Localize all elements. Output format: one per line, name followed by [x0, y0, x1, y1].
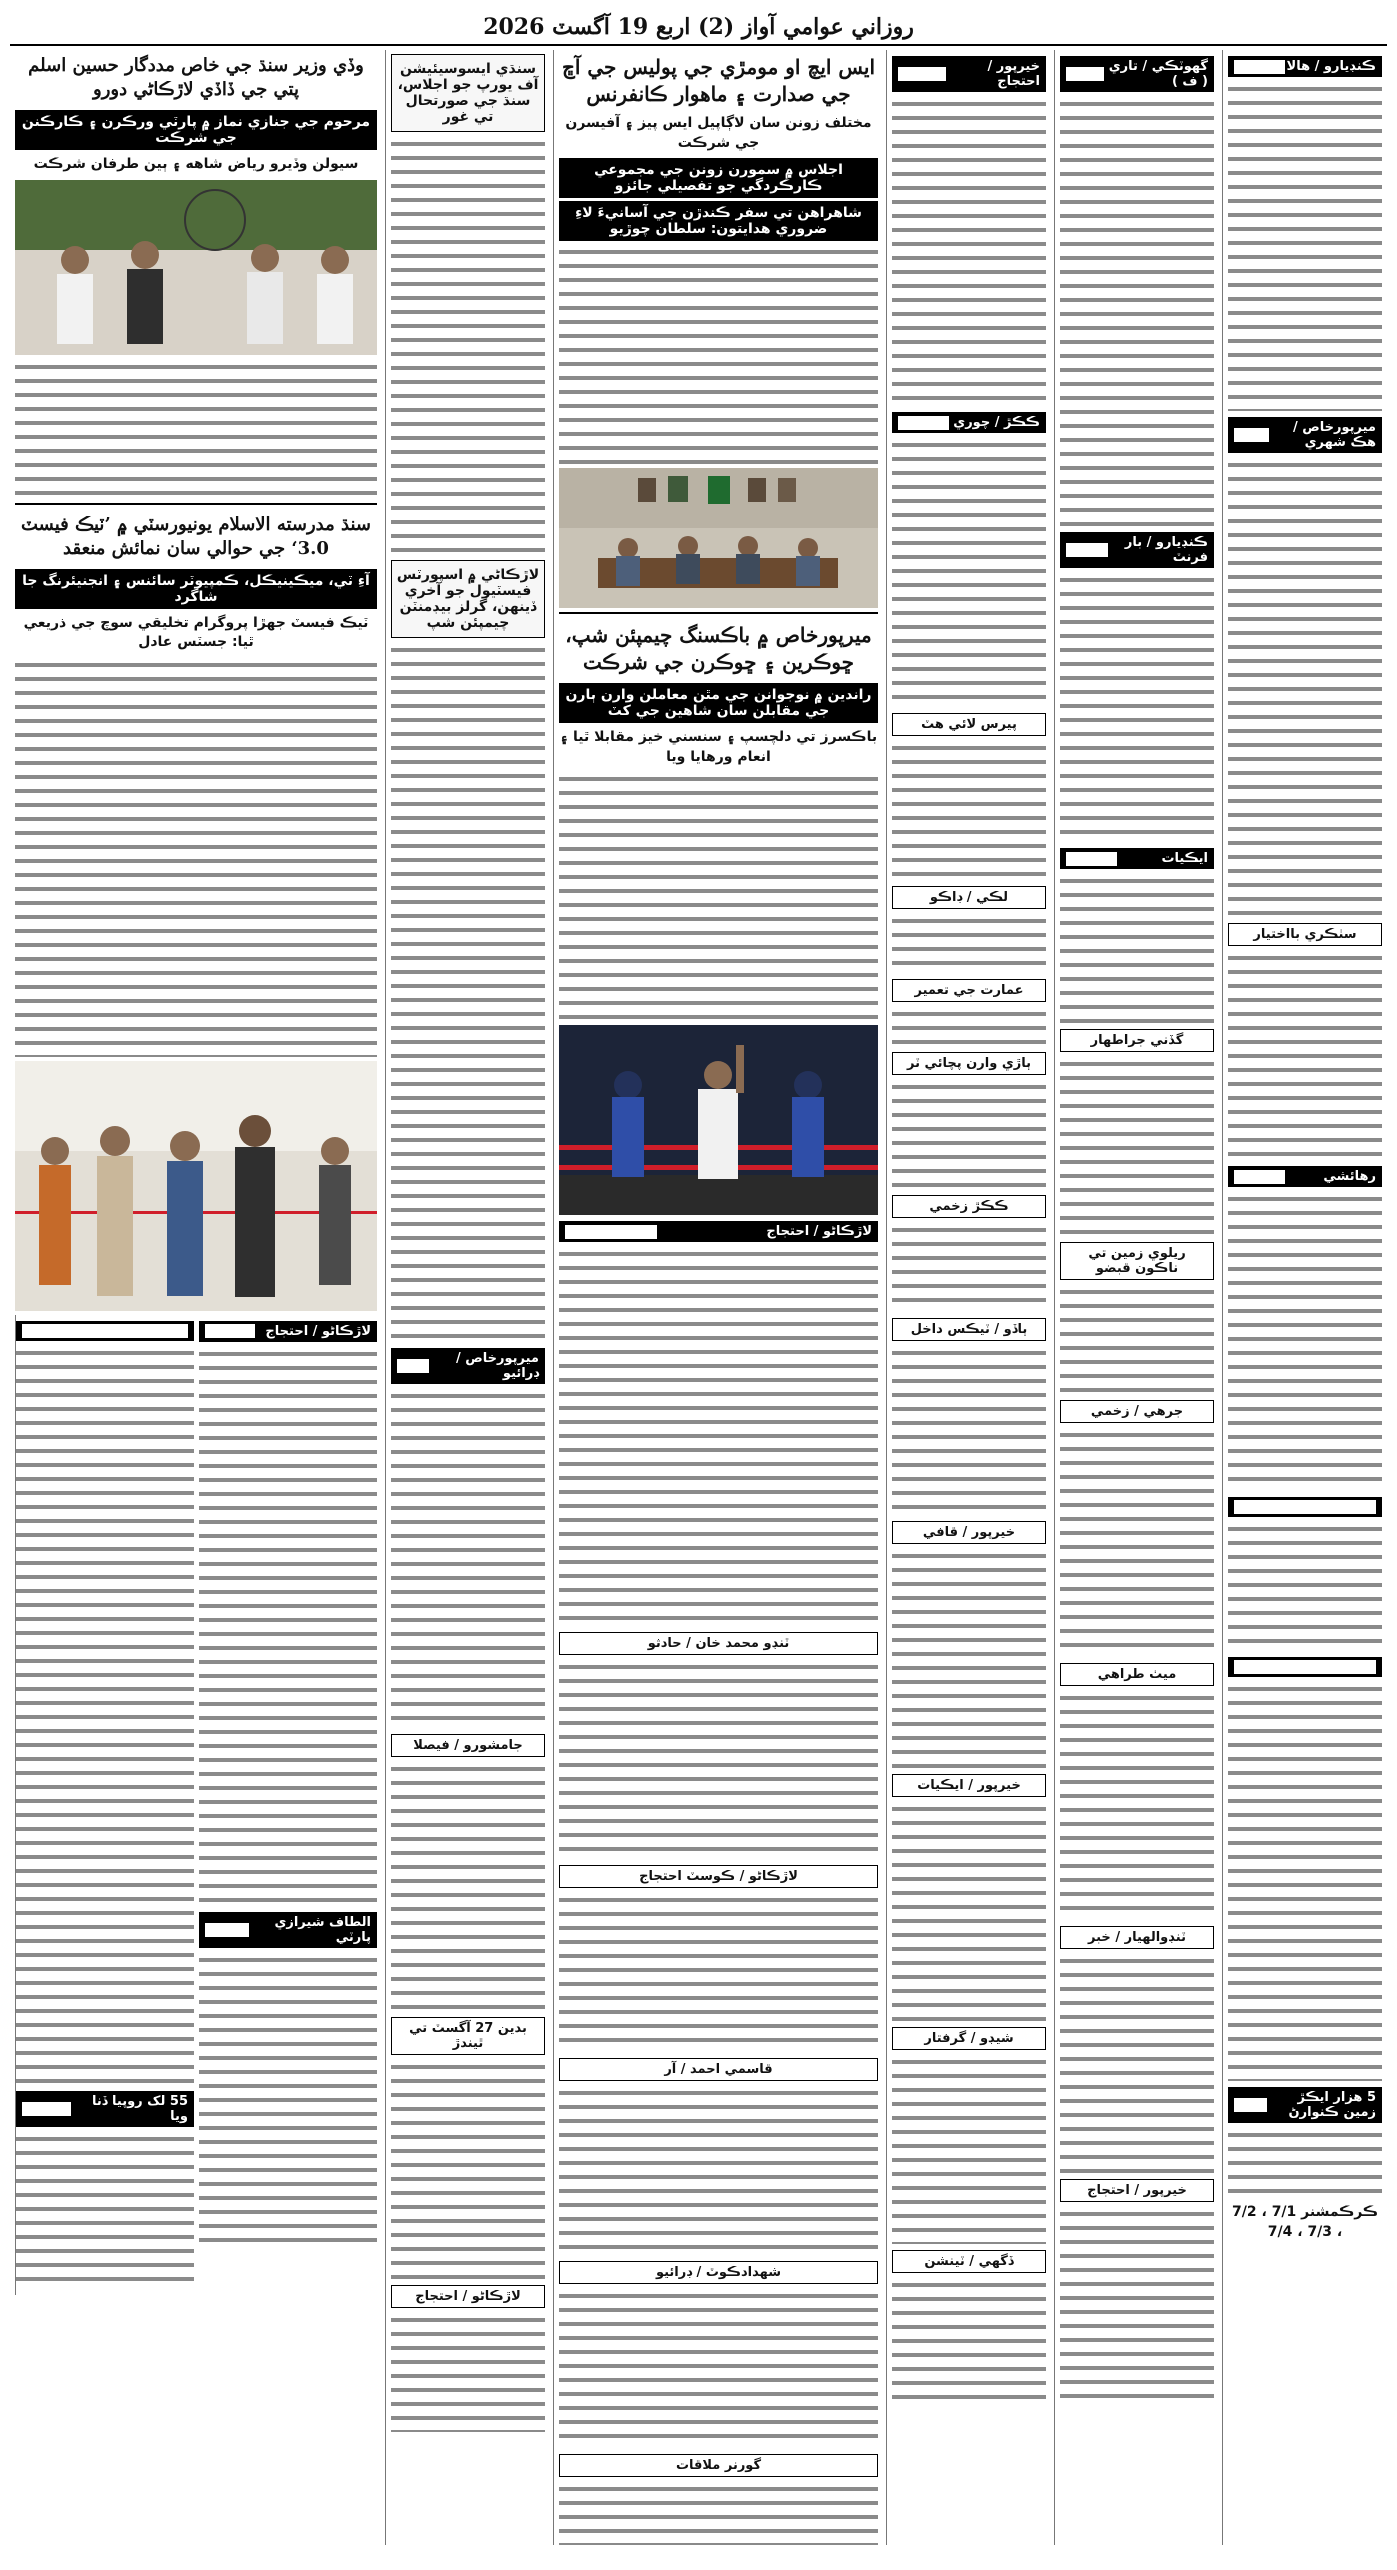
section-heading: ڪڪڙ / چوري	[892, 412, 1046, 433]
column-4	[553, 50, 883, 2545]
section-heading-box: ٽنڊو محمد خان / حادثو	[559, 1632, 878, 1655]
article-text	[1060, 96, 1214, 526]
section-heading: گهوٽڪي / تاري ( ف )	[1060, 56, 1214, 92]
section-heading: لاڙڪاڻو / احتجاج	[199, 1321, 377, 1342]
column-2	[1054, 50, 1219, 2545]
boxed-headline-sindhi-association: سنڌي ايسوسيئيشن آف يورپ جو اجلاس، سنڌ جي صورتحال تي غور	[391, 54, 545, 132]
column-3	[886, 50, 1051, 2545]
article-text	[892, 1801, 1046, 2021]
article-text	[391, 1761, 545, 2011]
section-heading-box: شيڊو / گرفتار	[892, 2027, 1046, 2050]
headline-police-conference: ايس ايچ او مومڙي جي پوليس جي آڇ جي صدارت ۽ ماهوار ڪانفرنس	[561, 55, 876, 106]
article-text	[391, 642, 545, 1342]
article-text	[1228, 1681, 1382, 2081]
section-heading-box: لاڙڪاڻو / احتجاج	[391, 2285, 545, 2308]
section-heading-box: خيرپور / ايڪيات	[892, 1774, 1046, 1797]
masthead-title: روزاني عوامي آواز (2) اربع 19 آگسٽ 2026	[483, 14, 914, 40]
section-heading-box: سٺڪري بااختيار	[1228, 923, 1382, 946]
column-6	[10, 50, 382, 2545]
section-heading: ميرپورخاص / ڊرائيو	[391, 1348, 545, 1384]
article-text	[1060, 1056, 1214, 1236]
article-text	[391, 136, 545, 556]
column-1	[1222, 50, 1387, 2545]
article-text	[892, 1079, 1046, 1189]
section-heading	[1228, 1497, 1382, 1517]
photo-ribbon-cutting	[15, 1061, 377, 1311]
article-text	[559, 771, 878, 1021]
headline-bar: آءِ ٽي، ميڪينيڪل، ڪمپيوٽر سائنس ۽ انجنيئرنگ جا شاگرد	[15, 569, 377, 609]
article-text	[559, 1659, 878, 1859]
section-heading	[1228, 1657, 1382, 1677]
article-text	[1060, 2206, 1214, 2406]
section-heading-box: ٻاڏو / ٽيڪس داخل	[892, 1318, 1046, 1341]
section-heading-box: گڏني جراطهار	[1060, 1029, 1214, 1052]
headline-tech-fest: سنڌ مدرسته الاسلام يونيورسٽي ۾ ’ٽيڪ فيسٽ 3.0‘ جي حوالي سان نمائش منعقد	[21, 514, 371, 560]
headline-bar: شاهراهن تي سفر ڪندڙن جي آسانيءَ لاءِ ضروري هدايتون: سلطان چوڙيو	[559, 201, 878, 241]
article-text	[391, 2059, 545, 2279]
article-text	[892, 913, 1046, 973]
section-heading-box: جامشورو / فيصلا	[391, 1734, 545, 1757]
article-text	[1060, 1690, 1214, 1920]
section-heading-box: ريلوي زمين تي ناڪون قبضو	[1060, 1242, 1214, 1280]
article-text	[1060, 873, 1214, 1023]
article-text	[199, 1952, 377, 2252]
headline-bar: مرحوم جي جنازي نماز ۾ پارٽي ورڪرن ۽ ڪارڪنن جي شرڪت	[15, 110, 377, 150]
section-heading: 55 لک روپيا ڏنا ويا	[16, 2091, 194, 2127]
section-heading: الطاف شيرازي پارٽي	[199, 1912, 377, 1948]
section-heading: ڪنڊيارو / هالا	[1228, 56, 1382, 77]
article-text	[559, 2481, 878, 2545]
section-heading-box: گورنر ملاقات	[559, 2454, 878, 2477]
article-text	[892, 1006, 1046, 1046]
photo-police-meeting	[559, 468, 878, 608]
section-heading-box: خيرپور / قافي	[892, 1521, 1046, 1544]
article-text	[16, 2131, 194, 2291]
article-text	[559, 1246, 878, 1626]
section-heading: 5 هزار ايڪڙ زمين ڪنوارڻ	[1228, 2087, 1382, 2123]
section-heading-box: شهدادڪوٽ / ڊرائيو	[559, 2261, 878, 2284]
article-text	[391, 1388, 545, 1728]
section-heading-box: ٽنڊوالهيار / خبر	[1060, 1926, 1214, 1949]
article-text	[559, 2085, 878, 2255]
article-text	[559, 1892, 878, 2052]
article-text	[16, 1345, 194, 2085]
section-heading-box: ٻاڙي وارن پچائي ٽر	[892, 1052, 1046, 1075]
article-text	[1228, 950, 1382, 1160]
newspaper-page	[10, 10, 1387, 2550]
section-heading: ميرپورخاص / هڪ شهري	[1228, 417, 1382, 453]
article-text	[15, 359, 377, 499]
article-text	[1228, 1521, 1382, 1651]
article-text	[892, 1548, 1046, 1768]
article-text	[15, 657, 377, 1057]
subheadline: ٽيڪ فيسٽ جهڙا پروگرام تخليقي سوچ جي ذريعي ٿيا: جسٽس عادل	[23, 614, 369, 651]
column-5	[385, 50, 550, 2545]
section-heading: لاڙڪاڻو / احتجاج	[559, 1221, 878, 1242]
article-text	[1228, 1191, 1382, 1491]
section-heading-box: خيرپور / احتجاج	[1060, 2179, 1214, 2202]
masthead	[10, 10, 1387, 46]
article-text	[1060, 1284, 1214, 1394]
article-text	[1060, 1427, 1214, 1657]
article-text	[892, 2054, 1046, 2244]
article-text	[892, 1222, 1046, 1312]
section-heading-box: جرهي / زخمي	[1060, 1400, 1214, 1423]
section-heading-box: قاسمي احمد / آر	[559, 2058, 878, 2081]
headline-bar: اجلاس ۾ سمورن زونن جي مجموعي ڪارڪردگي جو تفصيلي جائزو	[559, 158, 878, 198]
article-text	[559, 2288, 878, 2448]
columns	[10, 50, 1387, 2545]
footer-line: ڪرڪمشنر 7/1 ، 7/2 ، 7/3 ، 7/4	[1232, 2204, 1378, 2240]
headline-chief-minister-aide: وڏي وزير سنڌ جي خاص مددگار حسين اسلم پتي جي ڏاڏي لاڙڪاڻي دورو	[28, 55, 364, 101]
article-text	[391, 2312, 545, 2432]
article-text	[892, 96, 1046, 406]
subheadline: باڪسرز تي دلچسپ ۽ سنسني خيز مقابلا ٿيا ۽ انعام ورهايا ويا	[559, 729, 878, 765]
section-heading-box: لڪي / ڊاڪو	[892, 886, 1046, 909]
section-heading-box: بدين 27 آگسٽ تي ٿيندڙ	[391, 2017, 545, 2055]
article-text	[1228, 457, 1382, 917]
photo-condolence-gathering	[15, 180, 377, 355]
article-text	[1060, 1953, 1214, 2173]
headline-boxing-championship: ميرپورخاص ۾ باڪسنگ چيمپئن شپ، ڇوڪرين ۽ ڇوڪرن جي شرڪت	[565, 623, 872, 675]
article-text	[1060, 572, 1214, 842]
section-heading-box: پيرس لائي هٽ	[892, 713, 1046, 736]
section-heading-box: ڏگهي / ٽينشن	[892, 2250, 1046, 2273]
article-text	[892, 1345, 1046, 1515]
article-text	[1228, 2127, 1382, 2197]
section-heading-box: عمارت جي تعمير	[892, 979, 1046, 1002]
section-heading: خيرپور / احتجاج	[892, 56, 1046, 92]
headline-bar: راندين ۾ نوجوانن جي مٿن معاملن وارن ٻارن جي مقابلن سان شاهين جي کٽ	[559, 683, 878, 723]
boxed-headline-sports-festival: لاڙڪاڻي ۾ اسپورٽس فيسٽيول جو آخري ڏينهن، گرلز بيڊمنٽن چيمپئن شپ	[391, 560, 545, 638]
article-text	[892, 740, 1046, 880]
section-heading: رهائشي	[1228, 1166, 1382, 1187]
subheadline: سيولن وڏيرو رياض شاهه ۽ ٻين طرفان شرڪت	[33, 155, 359, 172]
subheadline: مختلف زونن سان لاڳاپيل ايس پيز ۽ آفيسرن جي شرڪت	[565, 115, 872, 151]
section-heading-box: ڪڪڙ زخمي	[892, 1195, 1046, 1218]
section-heading: ڪنڊيارو / بار فرنٽ	[1060, 532, 1214, 568]
section-heading: ايڪيات	[1060, 848, 1214, 869]
article-text	[199, 1346, 377, 1906]
section-heading-box: لاڙڪاڻو / ڪوسٽ احتجاج	[559, 1865, 878, 1888]
article-text	[892, 437, 1046, 707]
article-text	[1228, 81, 1382, 411]
article-text	[892, 2277, 1046, 2407]
photo-boxing-winner	[559, 1025, 878, 1215]
section-heading-box: ميٺ طراهي	[1060, 1663, 1214, 1686]
section-heading	[16, 1321, 194, 1341]
article-text	[559, 244, 878, 464]
